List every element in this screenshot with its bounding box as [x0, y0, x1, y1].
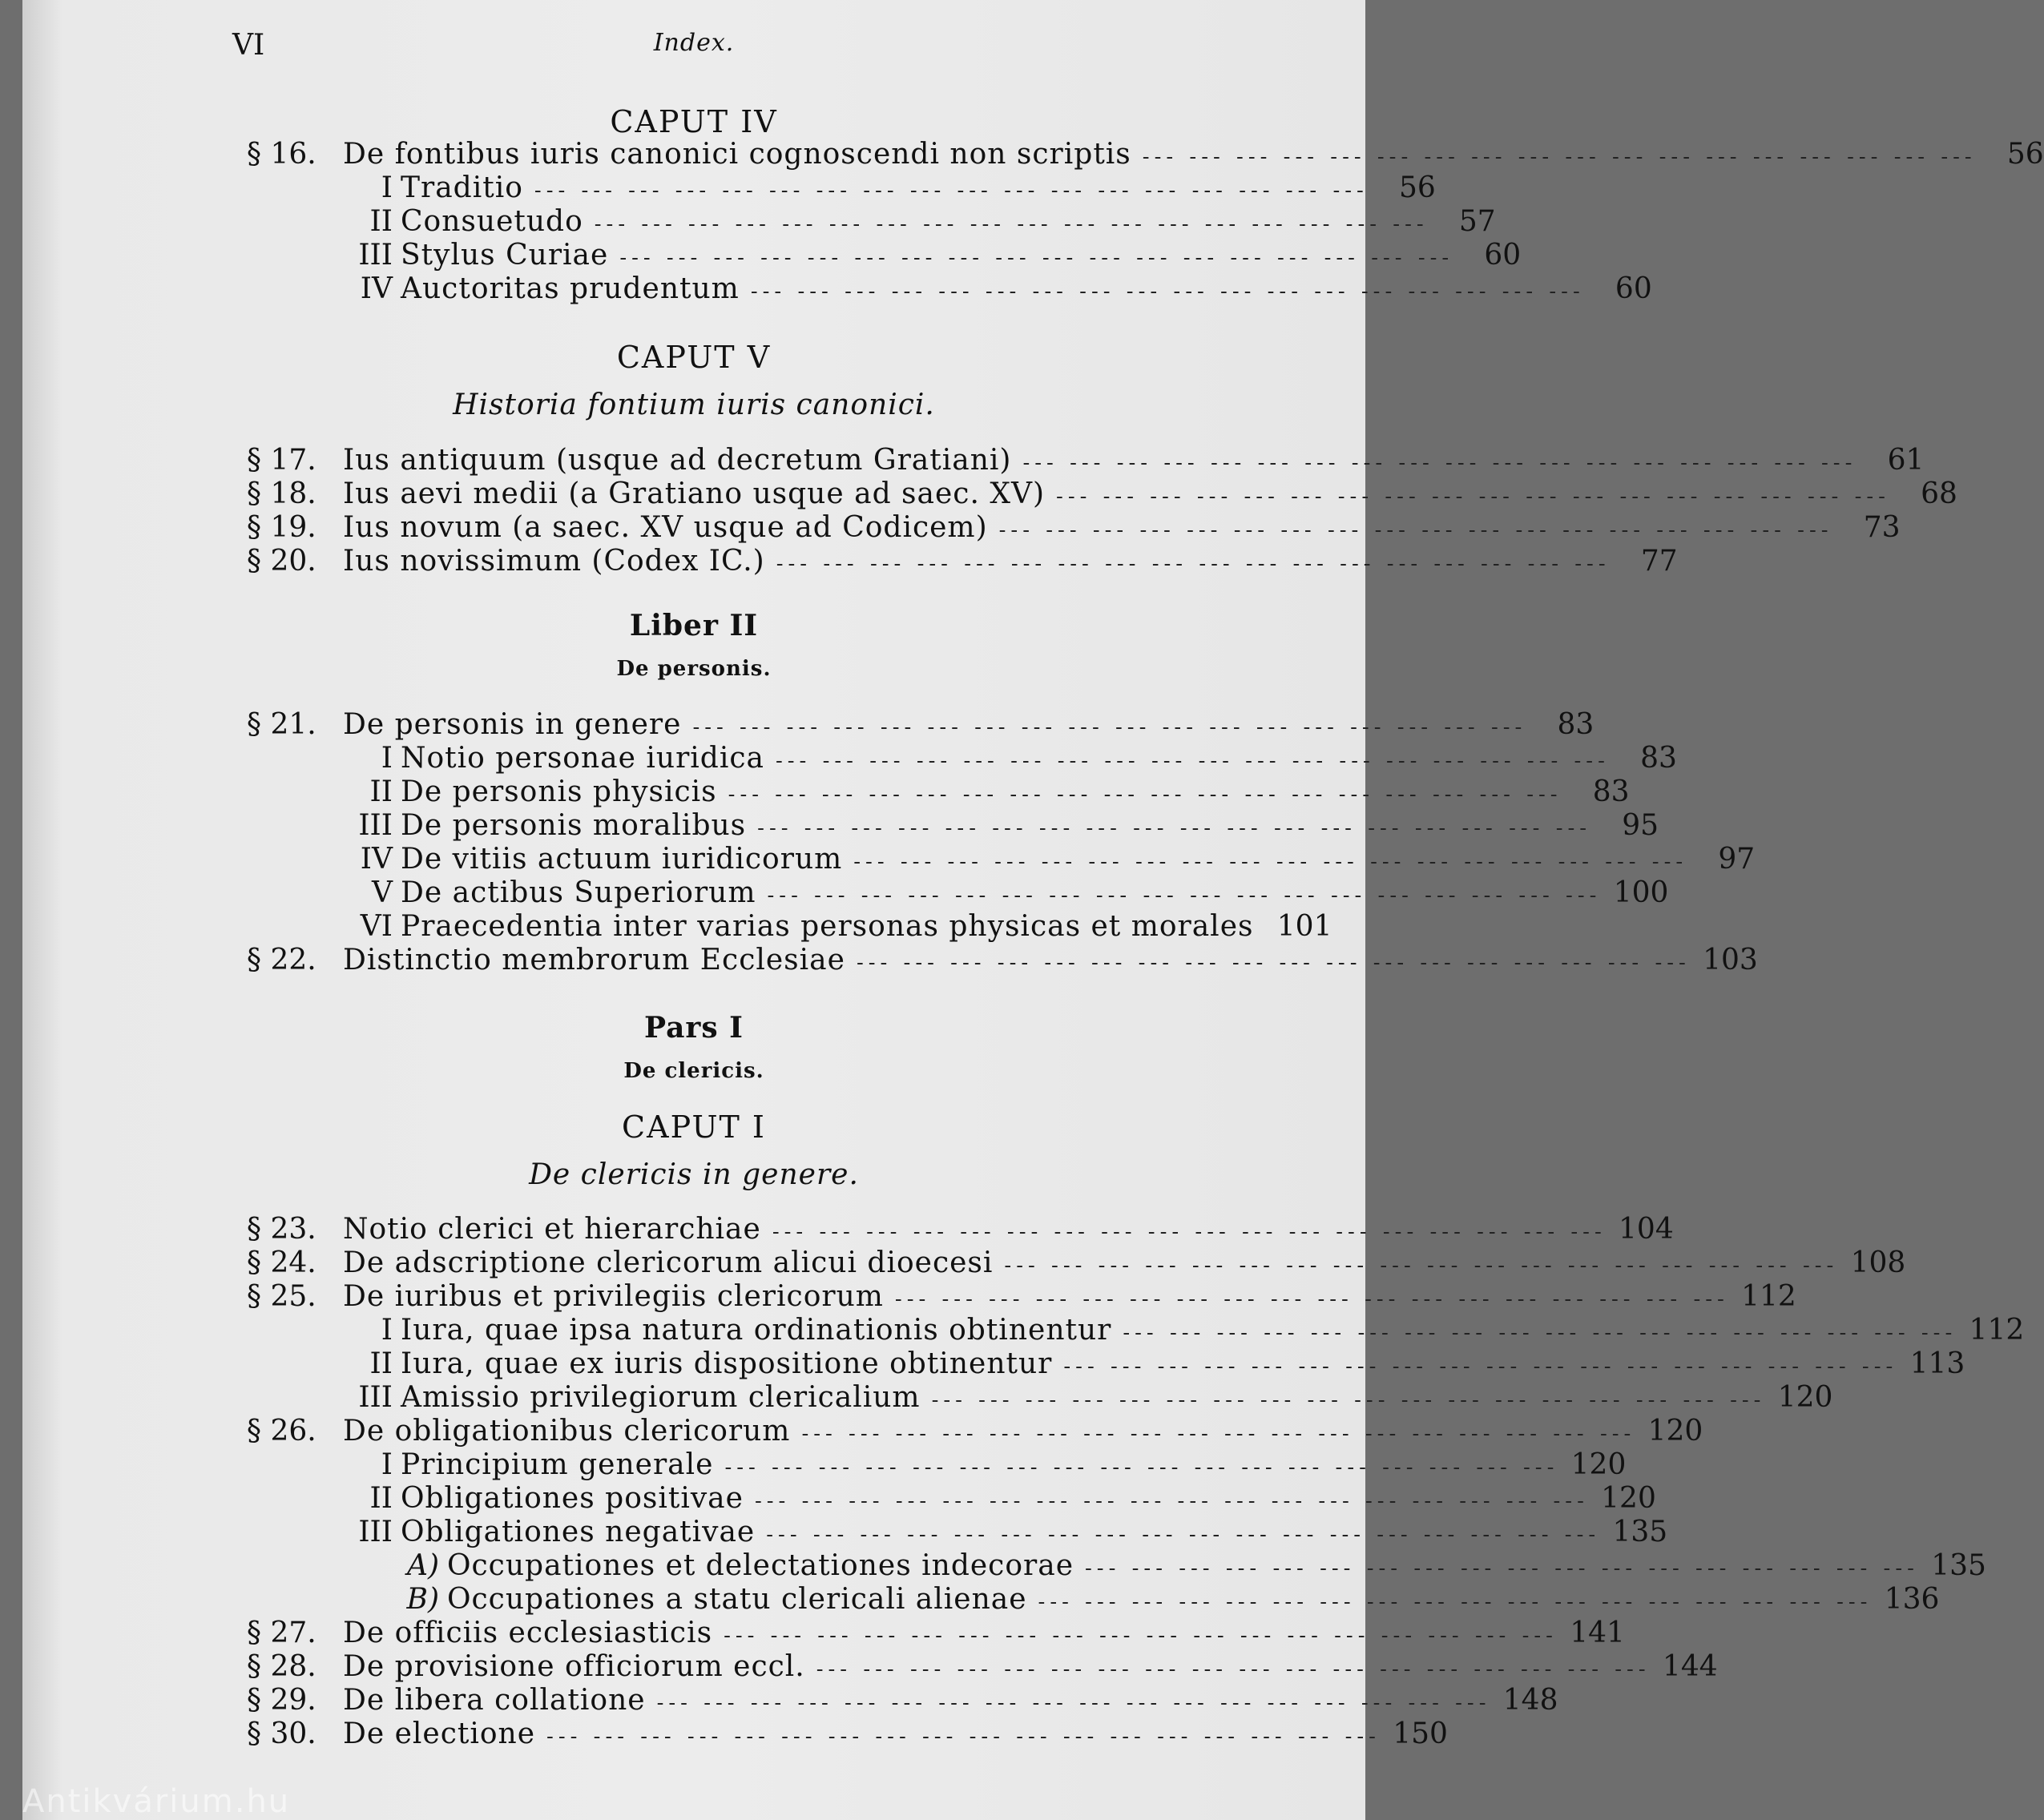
liber-ii-heading: Liber II [629, 609, 759, 642]
page-reference: 83 [1640, 742, 1677, 775]
page-reference: 103 [1703, 944, 1758, 976]
dot-leader: --- --- --- --- --- --- --- --- --- --- --- --- --- --- --- --- --- --- [692, 715, 1527, 739]
subsection-numeral: I [381, 742, 393, 775]
dot-leader: --- --- --- --- --- --- --- --- --- --- --- --- --- --- --- --- --- --- [776, 552, 1611, 576]
dot-leader: --- --- --- --- --- --- --- --- --- --- --- --- --- --- --- --- --- --- [728, 783, 1562, 807]
entry-title: De personis physicis [401, 775, 717, 808]
toc-entry [247, 545, 1678, 578]
dot-leader: --- --- --- --- --- --- --- --- --- --- --- --- --- --- --- --- --- --- [724, 1456, 1559, 1480]
toc-entry [247, 272, 1652, 306]
entry-title: Amissio privilegiorum clericalium [401, 1381, 921, 1414]
toc-entry [247, 843, 1756, 876]
running-head: Index. [653, 29, 735, 57]
entry-title: Notio personae iuridica [401, 742, 764, 775]
entry-title: De iuribus et privilegiis clericorum [343, 1280, 884, 1313]
toc-entry [247, 205, 1496, 239]
page-reference: 144 [1662, 1650, 1718, 1683]
entry-title: De electione [343, 1717, 536, 1750]
page-number: VI [232, 29, 265, 62]
toc-entry [247, 1617, 1625, 1650]
dot-leader: --- --- --- --- --- --- --- --- --- --- --- --- --- --- --- --- --- --- [619, 246, 1454, 270]
page-reference: 141 [1570, 1617, 1625, 1649]
subsection-numeral: V [372, 876, 393, 909]
subsection-numeral: III [358, 239, 393, 272]
dot-leader: --- --- --- --- --- --- --- --- --- --- --- --- --- --- --- --- --- --- [1038, 1590, 1873, 1614]
subsection-numeral: I [381, 171, 393, 204]
subsection-numeral: II [369, 1482, 393, 1515]
dot-leader: --- --- --- --- --- --- --- --- --- --- --- --- --- --- --- --- --- --- [767, 884, 1602, 908]
dot-leader: --- --- --- --- --- --- --- --- --- --- --- --- --- --- --- --- --- --- [853, 850, 1688, 874]
entry-title: Occupationes a statu clericali alienae [447, 1583, 1027, 1616]
toc-entry [247, 742, 1677, 775]
caput-i-subtitle: De clericis in genere. [529, 1158, 859, 1191]
page-reference: 104 [1619, 1213, 1674, 1246]
page-reference: 57 [1458, 205, 1496, 238]
toc-entry [247, 1415, 1703, 1448]
entry-title: De libera collatione [343, 1684, 646, 1717]
page-reference: 60 [1484, 239, 1522, 272]
dot-leader: --- --- --- --- --- --- --- --- --- --- --- --- --- --- --- --- --- --- [1085, 1556, 1919, 1580]
entry-title: De personis in genere [343, 708, 682, 741]
toc-entry [247, 944, 1758, 977]
toc-entry [247, 708, 1594, 742]
dot-leader: --- --- --- --- --- --- --- --- --- --- --- --- --- --- --- --- --- --- [856, 951, 1691, 975]
entry-title: Ius antiquum (usque ad decretum Gratiani) [343, 444, 1012, 477]
dot-leader: --- --- --- --- --- --- --- --- --- --- --- --- --- --- --- --- --- --- [546, 1725, 1381, 1749]
entry-title: De obligationibus clericorum [343, 1415, 791, 1448]
page-reference: 120 [1777, 1381, 1833, 1414]
toc-entry [247, 1684, 1558, 1717]
entry-title: Auctoritas prudentum [401, 272, 740, 305]
page-reference: 120 [1601, 1482, 1656, 1515]
dot-leader: --- --- --- --- --- --- --- --- --- --- --- --- --- --- --- --- --- --- [931, 1388, 1766, 1412]
dot-leader: --- --- --- --- --- --- --- --- --- --- --- --- --- --- --- --- --- --- [766, 1523, 1601, 1547]
page-reference: 112 [1969, 1314, 2025, 1347]
subsection-numeral: B) [406, 1583, 439, 1616]
entry-title: Ius novissimum (Codex IC.) [343, 545, 765, 578]
page-reference: 120 [1570, 1448, 1627, 1481]
page-reference: 108 [1850, 1246, 1906, 1279]
page-reference: 61 [1887, 444, 1925, 477]
page-reference: 83 [1557, 708, 1594, 741]
page-reference: 95 [1622, 809, 1659, 842]
toc-entry [247, 809, 1659, 843]
toc-entry [247, 1381, 1833, 1415]
subsection-numeral: IV [360, 843, 393, 876]
dot-leader: --- --- --- --- --- --- --- --- --- --- --- --- --- --- --- --- --- --- [816, 1657, 1651, 1681]
toc-entry [247, 1516, 1668, 1549]
dot-leader: --- --- --- --- --- --- --- --- --- --- --- --- --- --- --- --- --- --- [757, 816, 1592, 840]
entry-title: De actibus Superiorum [401, 876, 756, 909]
dot-leader: --- --- --- --- --- --- --- --- --- --- --- --- --- --- --- --- --- --- [1063, 1355, 1898, 1379]
entry-title: Iura, quae ipsa natura ordinationis obtinentur [401, 1314, 1112, 1347]
entry-title: Praecedentia inter varias personas physicas et morales [401, 910, 1254, 943]
section-number: § 17. [247, 444, 316, 477]
section-number: § 23. [247, 1213, 316, 1246]
page-reference: 120 [1647, 1415, 1703, 1448]
caput-v-subtitle: Historia fontium iuris canonici. [453, 389, 935, 421]
section-number: § 30. [247, 1717, 316, 1750]
book-page [22, 0, 2044, 1820]
pars-i-subtitle: De clericis. [623, 1059, 764, 1083]
page-reference: 150 [1393, 1717, 1448, 1750]
toc-entry [247, 876, 1669, 910]
page-reference: 68 [1921, 477, 1957, 510]
subsection-numeral: III [358, 809, 393, 842]
section-number: § 29. [247, 1684, 316, 1717]
page-reference: 101 [1276, 910, 1332, 943]
caput-iv-heading: CAPUT IV [610, 104, 778, 139]
watermark-text: Antikvárium.hu [22, 1783, 291, 1820]
page-reference: 73 [1863, 511, 1901, 544]
entry-title: Ius novum (a saec. XV usque ad Codicem) [343, 511, 988, 544]
dot-leader: --- --- --- --- --- --- --- --- --- --- --- --- --- --- --- --- --- --- [750, 280, 1585, 304]
dot-leader: --- --- --- --- --- --- --- --- --- --- --- --- --- --- --- --- --- --- [1142, 145, 1977, 169]
dot-leader: --- --- --- --- --- --- --- --- --- --- --- --- --- --- --- --- --- --- [1022, 451, 1857, 475]
page-reference: 148 [1502, 1684, 1558, 1717]
page-reference: 56 [2006, 138, 2044, 171]
dot-leader: --- --- --- --- --- --- --- --- --- --- --- --- --- --- --- --- --- --- [894, 1287, 1729, 1311]
toc-entry [247, 1246, 1906, 1280]
entry-title: Obligationes negativae [401, 1516, 756, 1548]
entry-title: Ius aevi medii (a Gratiano usque ad saec. XV) [343, 477, 1046, 510]
subsection-numeral: A) [406, 1549, 439, 1582]
pars-i-heading: Pars I [643, 1011, 744, 1045]
entry-title: Iura, quae ex iuris dispositione obtinentur [401, 1347, 1053, 1380]
toc-entry [247, 138, 2044, 171]
subsection-numeral: III [358, 1516, 393, 1548]
entry-title: Traditio [401, 171, 523, 204]
toc-entry [247, 1347, 1965, 1381]
page-reference: 83 [1592, 775, 1630, 808]
page-reference: 135 [1931, 1549, 1986, 1582]
page-reference: 97 [1718, 843, 1756, 876]
entry-title: De fontibus iuris canonici cognoscendi non scriptis [343, 138, 1131, 171]
dot-leader: --- --- --- --- --- --- --- --- --- --- --- --- --- --- --- --- --- --- [754, 1489, 1589, 1513]
subsection-numeral: II [369, 775, 393, 808]
toc-entry [247, 1314, 2025, 1347]
page-reference: 100 [1613, 876, 1669, 909]
toc-entry [247, 1583, 1940, 1617]
page-reference: 112 [1741, 1280, 1796, 1313]
dot-leader: --- --- --- --- --- --- --- --- --- --- --- --- --- --- --- --- --- --- [998, 518, 1833, 542]
dot-leader: --- --- --- --- --- --- --- --- --- --- --- --- --- --- --- --- --- --- [772, 1220, 1607, 1244]
entry-title: Notio clerici et hierarchiae [343, 1213, 761, 1246]
subsection-numeral: II [369, 205, 393, 238]
toc-entry [247, 1280, 1796, 1314]
toc-entry [247, 775, 1630, 809]
toc-entry [247, 1448, 1627, 1482]
toc-entry [247, 477, 1957, 511]
toc-entry [247, 1549, 1986, 1583]
section-number: § 20. [247, 545, 316, 578]
dot-leader: --- --- --- --- --- --- --- --- --- --- --- --- --- --- --- --- --- --- [1004, 1254, 1839, 1278]
page-reference: 60 [1615, 272, 1652, 305]
entry-title: Occupationes et delectationes indecorae [447, 1549, 1074, 1582]
section-number: § 21. [247, 708, 316, 741]
toc-entry [247, 444, 1925, 477]
page-reference: 56 [1399, 171, 1436, 204]
toc-entry [247, 1717, 1448, 1751]
section-number: § 28. [247, 1650, 316, 1683]
toc-entry [247, 171, 1436, 205]
dot-leader: --- --- --- --- --- --- --- --- --- --- --- --- --- --- --- --- --- --- [1123, 1321, 1957, 1345]
subsection-numeral: III [358, 1381, 393, 1414]
entry-title: De provisione officiorum eccl. [343, 1650, 805, 1683]
page-reference: 136 [1884, 1583, 1940, 1616]
page-reference: 77 [1640, 545, 1678, 578]
section-number: § 24. [247, 1246, 316, 1279]
subsection-numeral: I [381, 1314, 393, 1347]
entry-title: Principium generale [401, 1448, 714, 1481]
dot-leader: --- --- --- --- --- --- --- --- --- --- --- --- --- --- --- --- --- --- [775, 749, 1610, 773]
toc-entry [247, 910, 1332, 944]
section-number: § 19. [247, 511, 316, 544]
entry-title: De adscriptione clericorum alicui dioecesi [343, 1246, 994, 1279]
dot-leader: --- --- --- --- --- --- --- --- --- --- --- --- --- --- --- --- --- --- [594, 212, 1429, 236]
subsection-numeral: II [369, 1347, 393, 1380]
entry-title: De vitiis actuum iuridicorum [401, 843, 843, 876]
section-number: § 26. [247, 1415, 316, 1448]
subsection-numeral: IV [360, 272, 393, 305]
caput-i-heading: CAPUT I [622, 1109, 766, 1145]
dot-leader: --- --- --- --- --- --- --- --- --- --- --- --- --- --- --- --- --- --- [656, 1691, 1491, 1715]
dot-leader: --- --- --- --- --- --- --- --- --- --- --- --- --- --- --- --- --- --- [724, 1624, 1558, 1648]
section-number: § 16. [247, 138, 316, 171]
liber-ii-subtitle: De personis. [616, 657, 772, 681]
toc-entry [247, 1482, 1656, 1516]
dot-leader: --- --- --- --- --- --- --- --- --- --- --- --- --- --- --- --- --- --- [1056, 485, 1890, 509]
dot-leader: --- --- --- --- --- --- --- --- --- --- --- --- --- --- --- --- --- --- [534, 179, 1369, 203]
entry-title: Distinctio membrorum Ecclesiae [343, 944, 845, 976]
section-number: § 22. [247, 944, 316, 976]
toc-entry [247, 1650, 1718, 1684]
page-reference: 113 [1909, 1347, 1965, 1380]
page-reference: 135 [1612, 1516, 1668, 1548]
toc-entry [247, 511, 1901, 545]
entry-title: De personis moralibus [401, 809, 747, 842]
dot-leader: --- --- --- --- --- --- --- --- --- --- --- --- --- --- --- --- --- --- [801, 1422, 1636, 1446]
subsection-numeral: VI [360, 910, 393, 943]
entry-title: Consuetudo [401, 205, 583, 238]
toc-entry [247, 239, 1522, 272]
toc-entry [247, 1213, 1674, 1246]
section-number: § 27. [247, 1617, 316, 1649]
entry-title: De officiis ecclesiasticis [343, 1617, 713, 1649]
subsection-numeral: I [381, 1448, 393, 1481]
entry-title: Stylus Curiae [401, 239, 609, 272]
section-number: § 25. [247, 1280, 316, 1313]
section-number: § 18. [247, 477, 316, 510]
entry-title: Obligationes positivae [401, 1482, 744, 1515]
caput-v-heading: CAPUT V [616, 340, 772, 375]
